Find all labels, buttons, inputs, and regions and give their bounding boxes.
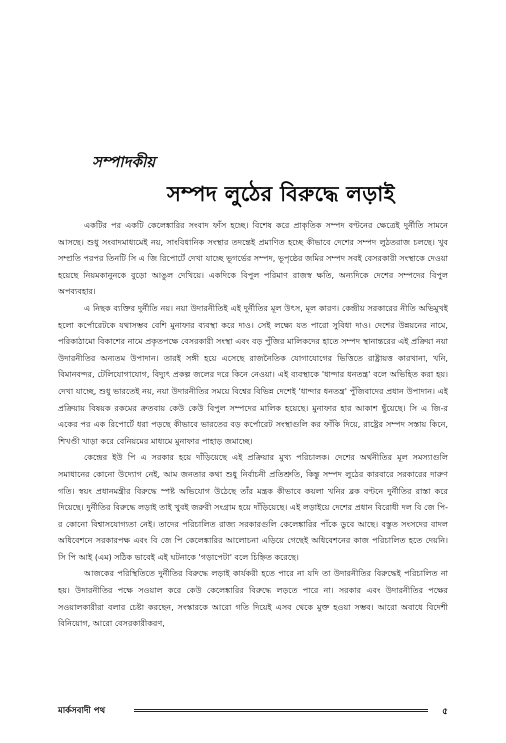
paragraph: আজকের পরিস্থিতিতে দুর্নীতির বিরুদ্ধে লড়াই কার্যকরী হতে পারে না যদি তা উদারনীতির বিরুদ্ধেই পরিচালিত না হয়। উদারনীতির পক্ষে সওয়াল করে কেউ কেলেঙ্কারির বিরুদ্ধে লড়তে পারে না। সরকার এবং উদারনীতির পক্ষের সওয়ালকারীরা বলার চেষ্টা করছেন, সংস্কারকে আরো গতি দিয়েই এসব থেকে মুক্ত হওয়া সম্ভব। আরো অবাধে বিদেশী বিনিয়োগ, আরো বেসরকারীকরণ, xyxy=(58,568,448,629)
paragraph: এ নিছক ব্যক্তির দুর্নীতি নয়। নয়া উদারনীতিই এই দুর্নীতির মূল উৎস, মূল কারণ। কেন্দ্রীয় সরকারের নীতি অভিমুখই হলো কর্পোরেটকে যথাসম্ভব বেশি মুনাফার ব্যবস্থা করে দাও। সেই লক্ষ্যে যত পারো সুবিধা দাও। দেশের উন্নয়নের নামে, পরিকাঠামো বিকাশের নামে প্রকৃতপক্ষে বেসরকারী সংস্থা এবং বড় পুঁজির মালিকদের হাতে সম্পদ স্থানান্তরের এই প্রক্রিয়া নয়া উদারনীতির অন্যতম উপাদান। তারই সঙ্গী হয়ে এসেছে রাজনৈতিক যোগাযোগের ভিত্তিতে রাষ্ট্রায়ত্ত কারখানা, খনি, বিমানবন্দর, টেলিযোগাযোগ, বিদ্যুৎ প্রকল্প জলের দরে কিনে নেওয়া। এই ব্যবস্থাকে 'ধান্দার ধনতন্ত্র' বলে অভিহিত করা হয়। দেখা যাচ্ছে, শুধু ভারতেই নয়, নয়া উদারনীতির সময়ে বিশ্বের বিভিন্ন দেশেই 'ধান্দার ধনতন্ত্র' পুঁজিবাদের প্রধান উপাদান। এই প্রক্রিয়ায় বিষয়ক রকমের ক্রতবায় কেউ কেউ বিপুল সম্পদের মালিক হয়েছে। মুনাফার হার আকাশ ছুঁয়েছে। সি এ জি-র একের পর এক রিপোর্টে ধরা পড়ছে কীভাবে ভারতের বড় কর্পোরেট সংস্থাগুলি কর ফাঁকি দিয়ে, রাষ্ট্রের সম্পদ সস্তায় কিনে, শিখণ্ডী খাড়া করে বেনিয়মের মাধ্যমে মুনাফার পাহাড় জমাচ্ছে। xyxy=(58,302,448,446)
paragraph: কেন্দ্রের ইউ পি এ সরকার হয়ে দাঁড়িয়েছে এই প্রক্রিয়ার মুখ্য পরিচালক। দেশের অর্থনীতির মূল সমস্যাগুলি সমাধানের কোনো উদ্যোগ নেই, আম জনতার কথা শুধু নির্বাচনী প্রতিশ্রুতি, কিন্তু সম্পদ লুঠের কারবারে সরকারের দারুণ গতি। স্বয়ং প্রধানমন্ত্রীর বিরুদ্ধে স্পষ্ট অভিযোগ উঠেছে তাঁর মন্ত্রক কীভাবে কয়লা খনির ব্লক বণ্টনে দুর্নীতির রাস্তা করে দিয়েছে। দুর্নীতির বিরুদ্ধে লড়াই তাই খুবই জরুরী সংগ্রাম হয়ে দাঁড়িয়েছে। এই লড়াইয়ে দেশের প্রধান বিরোধী দল বি জে পি-র কোনো বিশ্বাসযোগ্যতা নেই। তাদের পরিচালিত রাজ্য সরকারগুলি কেলেঙ্কারির পাঁকে ডুবে আছে। বস্তুত সংসদের বাদল অধিবেশনে সরকারপক্ষ এবং বি জে পি কেলেঙ্কারির আলোচনা এড়িয়ে গেছেই অধিবেশনের কাজ পরিচালিত হতে দেয়নি। সি পি আই (এম) সঠিক ভাবেই এই ঘটনাকে 'গড়াপেটা' বলে চিহ্নিত করেছে। xyxy=(58,452,448,562)
article-body xyxy=(58,217,448,687)
page-title: সম্পদ লুঠের বিরুদ্ধে লড়াই xyxy=(167,182,395,206)
section-kicker: সম্পাদকীয় xyxy=(92,153,156,171)
page-number: ৫ xyxy=(442,707,448,717)
footer-divider xyxy=(134,709,428,712)
paragraph: একটির পর একটি কেলেঙ্কারির সংবাদ ফাঁস হচ্ছে। বিশেষ করে প্রাকৃতিক সম্পদ বণ্টনের ক্ষেত্রেই দুর্নীতি সামনে আসছে। শুধু সংবাদমাধ্যমেই নয়, সাংবিধানিক সংস্থার তদন্তেই প্রমাণিত হচ্ছে কীভাবে দেশের সম্পদ লুঠতরাজ চলছে। খুব সম্প্রতি পরপর তিনটি সি এ জি রিপোর্টে দেখা যাচ্ছে ভূগর্ভের সম্পদ, ভূপৃষ্ঠের জমির সম্পদ সবই বেসরকারী সংস্থাকে দেওয়া হয়েছে নিয়মকানুনকে বুড়ো আঙুল দেখিয়ে। একদিকে বিপুল পরিমাণ রাজস্ব ক্ষতি, অন্যদিকে দেশের সম্পদের বিপুল অপব্যবহার। xyxy=(58,220,448,297)
publication-name: মার্কসবাদী পথ xyxy=(58,706,106,716)
page-footer xyxy=(58,704,448,718)
